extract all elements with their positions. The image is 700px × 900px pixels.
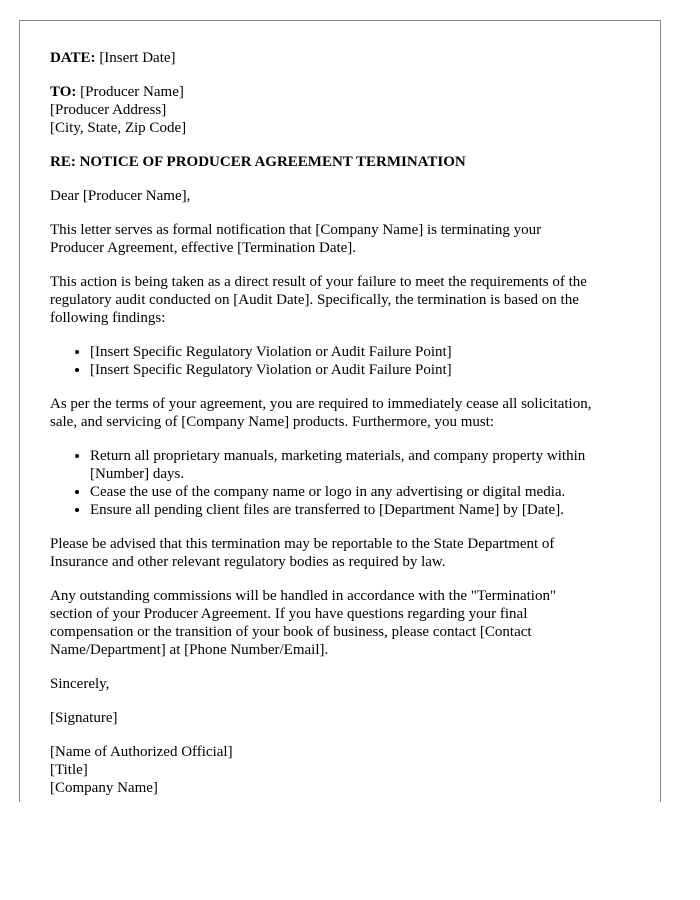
paragraph-commissions: Any outstanding commissions will be handled in accordance with the "Termination" section of your Producer Agreement. If you have questions regarding your final compensation or the transition of your book of business, please contact [Contact Name/Department] at [Phone Number/Email]. (50, 588, 557, 658)
list-item: • [Insert Specific Regulatory Violation or Audit Failure Point] (90, 361, 640, 379)
signature: [Signature] (50, 710, 118, 726)
list-item: • Ensure all pending client files are transferred to [Department Name] by [Date]. (90, 501, 640, 519)
date-value: [Insert Date] (95, 50, 176, 66)
recipient-address: [Producer Address] (50, 102, 167, 118)
salutation: Dear [Producer Name], (50, 188, 191, 204)
paragraph-reporting: Please be advised that this termination may be reportable to the State Department of Insurance and other relevant regulatory bodies as required by law. (50, 536, 555, 570)
letter-page (19, 20, 661, 802)
official-name: [Name of Authorized Official] (50, 744, 233, 760)
findings-list (50, 343, 640, 379)
official-title: [Title] (50, 762, 88, 778)
date-line (50, 49, 640, 67)
date-label: DATE: (50, 50, 96, 66)
recipient-city: [City, State, Zip Code] (50, 120, 187, 136)
signatory-block (50, 743, 640, 797)
list-item: • Cease the use of the company name or logo in any advertising or digital media. (90, 483, 640, 501)
paragraph-audit: This action is being taken as a direct result of your failure to meet the requirements of the regulatory audit conducted on [Audit Date]. Specifically, the termination is based on the following findings: (50, 274, 587, 326)
letter-body (50, 49, 640, 802)
paragraph-cease: As per the terms of your agreement, you are required to immediately cease all solicitation, sale, and servicing of [Company Name] products. Furthermore, you must: (50, 396, 592, 430)
company-name: [Company Name] (50, 780, 158, 796)
requirements-list (50, 447, 640, 519)
to-label: TO: (50, 84, 77, 100)
recipient-block (50, 83, 640, 137)
list-item: • [Insert Specific Regulatory Violation or Audit Failure Point] (90, 343, 640, 361)
recipient-name: [Producer Name] (76, 84, 184, 100)
sign-off: Sincerely, (50, 676, 110, 692)
list-item: • Return all proprietary manuals, marketing materials, and company property within [Number] days. (90, 447, 640, 483)
subject-line: RE: NOTICE OF PRODUCER AGREEMENT TERMINATION (50, 154, 466, 170)
paragraph-notification: This letter serves as formal notification that [Company Name] is terminating your Producer Agreement, effective [Termination Date]. (50, 222, 542, 256)
